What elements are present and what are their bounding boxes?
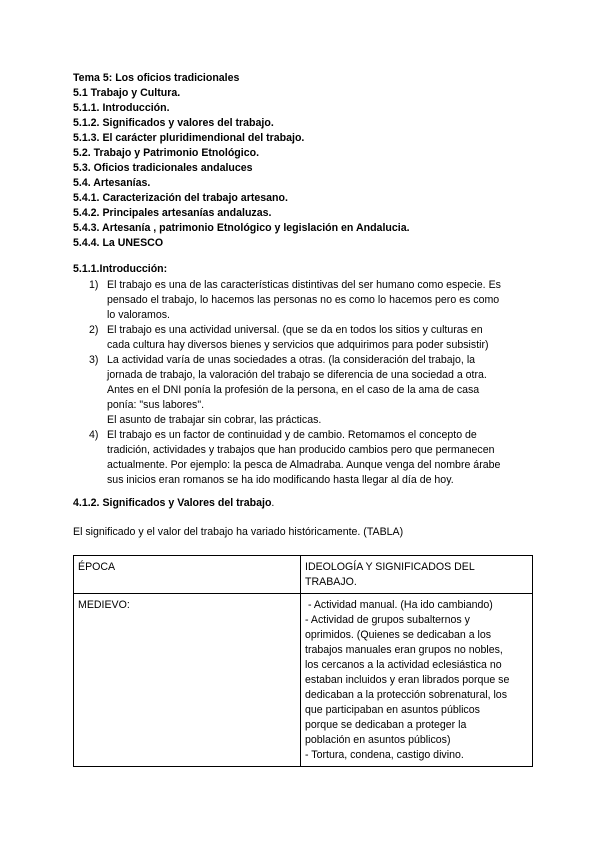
list-line: jornada de trabajo, la valoración del trabajo se diferencia de una sociedad a otra. <box>107 369 487 381</box>
cell-line: - Tortura, condena, castigo divino. <box>305 749 464 761</box>
toc-line: 5.3. Oficios tradicionales andaluces <box>73 162 253 174</box>
cell-epoca: MEDIEVO: <box>74 594 301 767</box>
list-line: La actividad varía de unas sociedades a otras. (la consideración del trabajo, la <box>107 354 476 366</box>
list-line: cada cultura hay diversos bienes y servicios que adquirimos para poder subsistir) <box>107 339 489 351</box>
cell-line: dedicaban a la protección sobrenatural, los <box>305 689 508 701</box>
cell-line: porque se dedicaban a proteger la <box>305 719 467 731</box>
list-item <box>73 278 533 323</box>
list-line: sus inicios eran romanos se ha ido modificando hasta llegar al día de hoy. <box>107 474 454 486</box>
toc-line: 5.4.2. Principales artesanías andaluzas. <box>73 207 272 219</box>
toc-line: 5.4.4. La UNESCO <box>73 237 164 249</box>
cell-line: estaban incluidos y eran librados porque se <box>305 674 510 686</box>
section-heading-significados <box>73 496 274 511</box>
cell-line: que participaban en asuntos públicos <box>305 704 480 716</box>
list-line: Antes en el DNI ponía la profesión de la persona, en el caso de la ama de casa <box>107 384 480 396</box>
list-item <box>73 353 533 428</box>
toc-line: 5.4.1. Caracterización del trabajo artesano. <box>73 192 288 204</box>
cell-line: - Actividad de grupos subalternos y <box>305 614 470 626</box>
list-line: lo valoramos. <box>107 309 170 321</box>
list-line: El trabajo es una de las características distintivas del ser humano como especie. Es <box>107 279 501 291</box>
table-header-row <box>74 556 533 594</box>
cell-line: los cercanos a la actividad eclesiástica no <box>305 659 502 671</box>
heading-period: . <box>271 497 275 509</box>
header-cell-epoca: ÉPOCA <box>74 556 301 594</box>
section-heading-introduccion: 5.1.1.Introducción: <box>73 263 168 275</box>
cell-ideologia <box>301 594 533 767</box>
toc-line: 5.2. Trabajo y Patrimonio Etnológico. <box>73 147 260 159</box>
toc-line: 5.4.3. Artesanía , patrimonio Etnológico y legislación en Andalucia. <box>73 222 410 234</box>
list-number: 1) <box>89 279 99 291</box>
list-line: pensado el trabajo, lo hacemos las personas no es como lo hacemos pero es como <box>107 294 500 306</box>
list-number: 4) <box>89 429 99 441</box>
work-meaning-table <box>73 555 533 767</box>
list-item <box>73 428 533 488</box>
cell-line: oprimidos. (Quienes se dedicaban a los <box>305 629 492 641</box>
list-item <box>73 323 533 353</box>
cell-line: - Actividad manual. (Ha ido cambiando) <box>305 599 493 611</box>
list-number: 3) <box>89 354 99 366</box>
list-line: actualmente. Por ejemplo: la pesca de Almadraba. Aunque venga del nombre árabe <box>107 459 501 471</box>
toc-line: 5.1 Trabajo y Cultura. <box>73 87 181 99</box>
cell-line: trabajos manuales eran grupos no nobles, <box>305 644 503 656</box>
list-line: tradición, actividades y trabajos que han producido cambios pero que permanecen <box>107 444 495 456</box>
numbered-list <box>73 278 533 488</box>
table-of-contents <box>73 71 410 251</box>
toc-line: 5.4. Artesanías. <box>73 177 151 189</box>
table-row <box>74 594 533 767</box>
toc-line: Tema 5: Los oficios tradicionales <box>73 72 240 84</box>
toc-line: 5.1.1. Introducción. <box>73 102 170 114</box>
list-line: El asunto de trabajar sin cobrar, las prácticas. <box>107 414 322 426</box>
list-line: El trabajo es una actividad universal. (que se da en todos los sitios y culturas en <box>107 324 483 336</box>
heading-text: 4.1.2. Significados y Valores del trabajo <box>73 497 272 509</box>
toc-line: 5.1.3. El carácter pluridimendional del trabajo. <box>73 132 305 144</box>
list-line: El trabajo es un factor de continuidad y de cambio. Retomamos el concepto de <box>107 429 477 441</box>
list-number: 2) <box>89 324 99 336</box>
intro-paragraph: El significado y el valor del trabajo ha variado históricamente. (TABLA) <box>73 526 404 538</box>
cell-line: población en asuntos públicos) <box>305 734 451 746</box>
list-line: ponía: "sus labores". <box>107 399 205 411</box>
toc-line: 5.1.2. Significados y valores del trabajo. <box>73 117 274 129</box>
header-cell-ideologia: IDEOLOGÍA Y SIGNIFICADOS DEL TRABAJO. <box>301 556 533 594</box>
